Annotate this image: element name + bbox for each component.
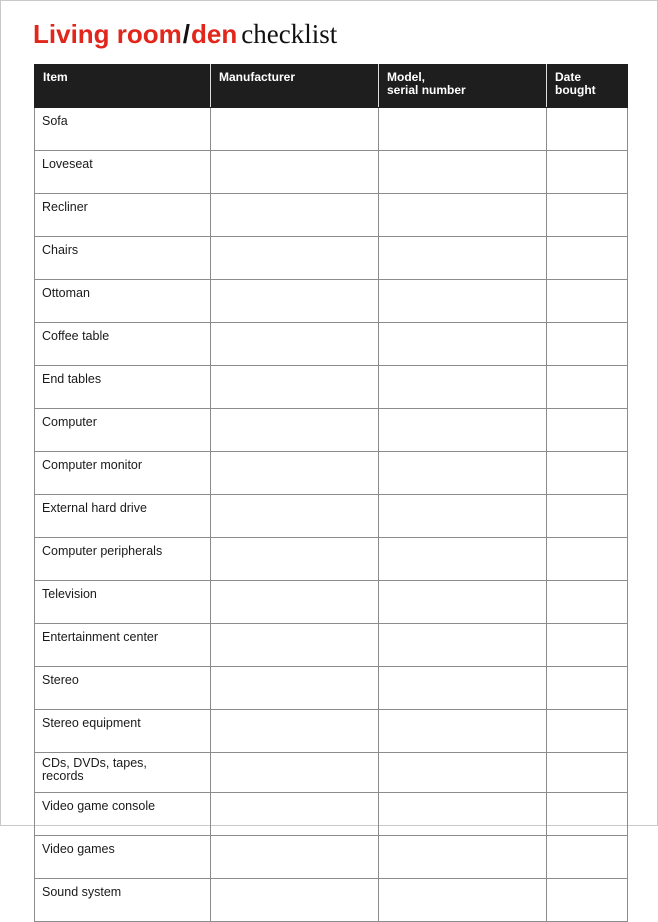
- item-cell: Recliner: [35, 194, 211, 237]
- title-checklist: checklist: [241, 19, 338, 49]
- model-serial-cell[interactable]: [379, 710, 547, 753]
- table-row: [35, 323, 628, 366]
- date-bought-cell[interactable]: [547, 667, 628, 710]
- model-serial-cell[interactable]: [379, 793, 547, 836]
- column-header-item: Item: [35, 65, 211, 108]
- date-bought-cell[interactable]: [547, 452, 628, 495]
- date-bought-cell[interactable]: [547, 495, 628, 538]
- item-cell: Stereo: [35, 667, 211, 710]
- model-serial-cell[interactable]: [379, 323, 547, 366]
- item-cell: CDs, DVDs, tapes, records: [35, 753, 211, 793]
- manufacturer-cell[interactable]: [211, 624, 379, 667]
- date-bought-cell[interactable]: [547, 194, 628, 237]
- model-serial-cell[interactable]: [379, 409, 547, 452]
- item-cell: Computer: [35, 409, 211, 452]
- date-bought-cell[interactable]: [547, 753, 628, 793]
- model-serial-cell[interactable]: [379, 753, 547, 793]
- item-cell: Ottoman: [35, 280, 211, 323]
- model-serial-cell[interactable]: [379, 581, 547, 624]
- date-bought-cell[interactable]: [547, 879, 628, 922]
- date-bought-cell[interactable]: [547, 793, 628, 836]
- date-bought-cell[interactable]: [547, 624, 628, 667]
- date-bought-cell[interactable]: [547, 323, 628, 366]
- date-bought-cell[interactable]: [547, 280, 628, 323]
- table-row: [35, 108, 628, 151]
- manufacturer-cell[interactable]: [211, 194, 379, 237]
- checklist-table: [34, 64, 628, 922]
- table-row: [35, 624, 628, 667]
- column-header-date-bought: Date bought: [547, 65, 628, 108]
- table-row: [35, 409, 628, 452]
- table-row: [35, 151, 628, 194]
- table-row: [35, 538, 628, 581]
- header-row: [35, 65, 628, 108]
- page-title: [33, 21, 337, 48]
- item-cell: Stereo equipment: [35, 710, 211, 753]
- manufacturer-cell[interactable]: [211, 366, 379, 409]
- item-cell: Computer peripherals: [35, 538, 211, 581]
- item-cell: Coffee table: [35, 323, 211, 366]
- item-cell: Loveseat: [35, 151, 211, 194]
- model-serial-cell[interactable]: [379, 836, 547, 879]
- table-row: [35, 710, 628, 753]
- date-bought-cell[interactable]: [547, 710, 628, 753]
- model-serial-cell[interactable]: [379, 879, 547, 922]
- column-header-manufacturer: Manufacturer: [211, 65, 379, 108]
- item-cell: Entertainment center: [35, 624, 211, 667]
- manufacturer-cell[interactable]: [211, 836, 379, 879]
- item-cell: Chairs: [35, 237, 211, 280]
- model-serial-cell[interactable]: [379, 108, 547, 151]
- manufacturer-cell[interactable]: [211, 323, 379, 366]
- manufacturer-cell[interactable]: [211, 793, 379, 836]
- manufacturer-cell[interactable]: [211, 108, 379, 151]
- table-row: [35, 280, 628, 323]
- model-serial-cell[interactable]: [379, 151, 547, 194]
- manufacturer-cell[interactable]: [211, 409, 379, 452]
- model-serial-cell[interactable]: [379, 495, 547, 538]
- manufacturer-cell[interactable]: [211, 667, 379, 710]
- date-bought-cell[interactable]: [547, 581, 628, 624]
- item-cell: External hard drive: [35, 495, 211, 538]
- item-cell: Video games: [35, 836, 211, 879]
- manufacturer-cell[interactable]: [211, 151, 379, 194]
- table-row: [35, 879, 628, 922]
- date-bought-cell[interactable]: [547, 237, 628, 280]
- title-living-room: Living room: [33, 19, 182, 49]
- table-row: [35, 495, 628, 538]
- item-cell: Television: [35, 581, 211, 624]
- item-cell: End tables: [35, 366, 211, 409]
- model-serial-cell[interactable]: [379, 538, 547, 581]
- model-serial-cell[interactable]: [379, 237, 547, 280]
- model-serial-cell[interactable]: [379, 280, 547, 323]
- item-cell: Computer monitor: [35, 452, 211, 495]
- title-den: den: [191, 19, 238, 49]
- table-row: [35, 237, 628, 280]
- model-serial-cell[interactable]: [379, 366, 547, 409]
- date-bought-cell[interactable]: [547, 836, 628, 879]
- manufacturer-cell[interactable]: [211, 538, 379, 581]
- manufacturer-cell[interactable]: [211, 879, 379, 922]
- table-row: [35, 667, 628, 710]
- date-bought-cell[interactable]: [547, 151, 628, 194]
- table-row: [35, 366, 628, 409]
- table-row: [35, 793, 628, 836]
- table-row: [35, 581, 628, 624]
- manufacturer-cell[interactable]: [211, 237, 379, 280]
- date-bought-cell[interactable]: [547, 108, 628, 151]
- manufacturer-cell[interactable]: [211, 710, 379, 753]
- date-bought-cell[interactable]: [547, 409, 628, 452]
- item-cell: Video game console: [35, 793, 211, 836]
- title-slash: /: [182, 19, 191, 49]
- model-serial-cell[interactable]: [379, 452, 547, 495]
- manufacturer-cell[interactable]: [211, 753, 379, 793]
- table-row: [35, 452, 628, 495]
- date-bought-cell[interactable]: [547, 366, 628, 409]
- model-serial-cell[interactable]: [379, 624, 547, 667]
- manufacturer-cell[interactable]: [211, 452, 379, 495]
- table-row: [35, 194, 628, 237]
- item-cell: Sofa: [35, 108, 211, 151]
- manufacturer-cell[interactable]: [211, 581, 379, 624]
- item-cell: Sound system: [35, 879, 211, 922]
- manufacturer-cell[interactable]: [211, 280, 379, 323]
- table-row: [35, 836, 628, 879]
- model-serial-cell[interactable]: [379, 194, 547, 237]
- manufacturer-cell[interactable]: [211, 495, 379, 538]
- column-header-model-serial: Model, serial number: [379, 65, 547, 108]
- date-bought-cell[interactable]: [547, 538, 628, 581]
- model-serial-cell[interactable]: [379, 667, 547, 710]
- table-row: [35, 753, 628, 793]
